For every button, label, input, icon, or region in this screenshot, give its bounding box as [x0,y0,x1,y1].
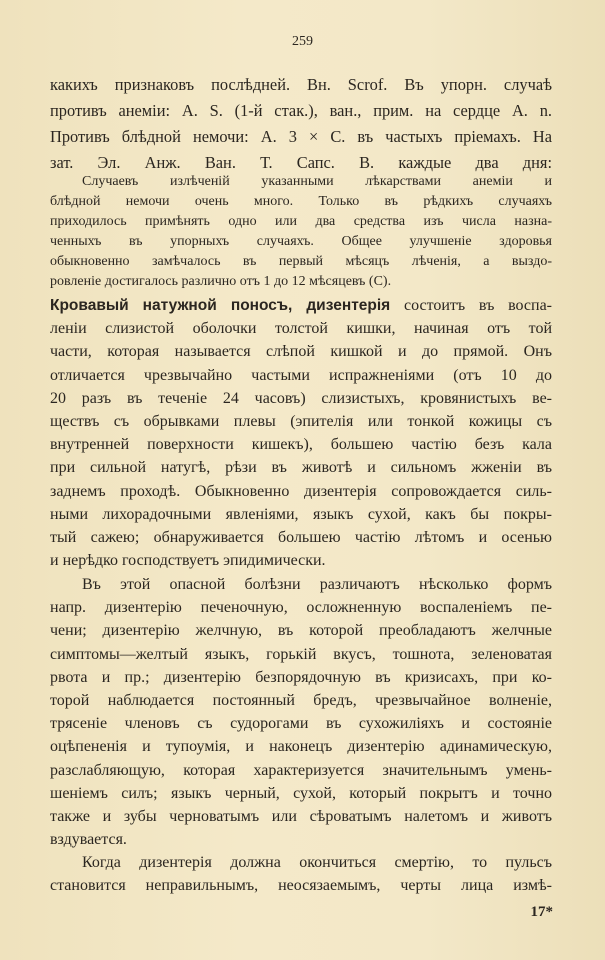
note-line: блѣдной немочи очень много. Только въ рѣдкихъ случаяхъ [50,194,552,209]
body-line: оцѣпененія и тупоумія, и наконецъ дизентерію адинамическую, [50,738,552,756]
body-line: Когда дизентерія должна окончиться смертію, то пульсъ [82,854,552,872]
note-paragraph [50,172,552,292]
body-line: леніи слизистой оболочки толстой кишки, начиная отъ той [50,320,552,338]
intro-line: зат. Эл. Анж. Ван. Т. Сапс. В. каждые два дня: [50,153,552,172]
body-line: чени; дизентерію желчную, въ которой преобладаютъ желчные [50,622,552,640]
intro-line: противъ анеміи: A. S. (1-й стак.), ван., прим. на сердце A. n. [50,101,552,120]
body-line: Въ этой опасной болѣзни различаютъ нѣсколько формъ [82,576,552,593]
heading-line-rest: состоитъ въ воспа- [390,297,552,314]
forms-paragraph [50,573,552,898]
body-line: также и зубы черноватымъ или сѣроватымъ налетомъ и животъ [50,807,552,825]
intro-line: Противъ блѣдной немочи: A. 3 × C. въ частыхъ пріемахъ. На [50,127,552,146]
note-line: приходилось примѣнять одно или два средства изъ числа назна- [50,214,552,229]
body-line: становится неправильнымъ, неосязаемымъ, черты лица измѣ- [50,877,552,895]
intro-paragraph [50,72,552,176]
body-line: отличается чрезвычайно частыми испражненіями (отъ 10 до [50,366,552,384]
note-line: Случаевъ излѣченій указанными лѣкарствами анеміи и [82,174,552,189]
page-number: 259 [292,34,313,49]
body-line: 20 разъ въ теченіе 24 часовъ) слизистыхъ, кровянистыхъ ве- [50,389,552,407]
body-line: разслабляющую, которая характеризуется значительнымъ умень- [50,761,552,779]
body-line: внутренней поверхности кишекъ), большею частію безъ кала [50,436,552,454]
body-line: напр. дизентерію печеночную, осложненную воспаленіемъ пе- [50,599,552,617]
body-line: шеніемъ силъ; языкъ черный, сухой, который покрытъ и точно [50,784,552,802]
body-line: и нерѣдко господствуетъ эпидимически. [50,552,326,570]
body-line: рвота и пр.; дизентерію безпорядочную въ кризисахъ, при ко- [50,668,552,686]
intro-line: какихъ признаковъ послѣдней. Вн. Scrof. Въ упорн. случаѣ [50,75,552,94]
body-line: части, которая называется слѣпой кишкой и до прямой. Онъ [50,343,552,361]
note-line: ченныхъ въ упорныхъ случаяхъ. Общее улучшеніе здоровья [50,234,552,249]
heading-line [50,294,552,317]
body-line: заднемъ проходѣ. Обыкновенно дизентерія сопровождается силь- [50,482,552,500]
section-heading: Кровавый натужной поносъ, дизентерія [50,297,391,314]
note-line: обыкновенно замѣчалось въ первый мѣсяцъ лѣченія, а выздо- [50,254,552,269]
body-line: трясеніе членовъ съ судорогами въ сухожиліяхъ и состояніе [50,715,552,733]
body-line: вздувается. [50,831,127,849]
body-line: ществъ съ обрывками плевы (эпителія или тонкой кожицы съ [50,412,552,430]
note-line: ровленіе достигалось различно отъ 1 до 12 мѣсяцевъ (C). [50,274,392,289]
body-line: при сильной натугѣ, рѣзи въ животѣ и сильномъ жженіи въ [50,459,552,477]
signature-mark: 17* [530,904,553,920]
body-line: торой наблюдается постоянный бредъ, чрезвычайное волненіе, [50,691,552,709]
body-line: тый сажею; обнаруживается большею частію лѣтомъ и осенью [50,528,552,546]
body-line: симптомы—желтый языкъ, горькій вкусъ, тошнота, зеленоватая [50,645,552,663]
body-line: ными лихорадочными явленіями, языкъ сухой, какъ бы покры- [50,505,552,523]
dysentery-paragraph [50,294,552,572]
